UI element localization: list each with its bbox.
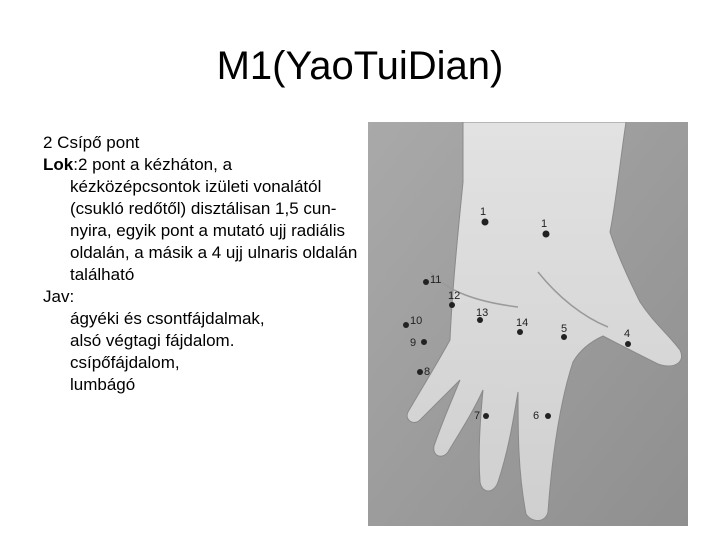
acupoint-label: 7 bbox=[474, 410, 481, 422]
acupoint-label: 11 bbox=[430, 274, 442, 286]
indication-item: ágyéki és csontfájdalmak, bbox=[70, 309, 265, 328]
acupoint-marker bbox=[482, 219, 489, 226]
acupoint-marker bbox=[403, 322, 409, 328]
acupoint-label: 8 bbox=[424, 366, 431, 378]
acupoint-marker bbox=[543, 231, 550, 238]
indication-item: lumbágó bbox=[70, 375, 136, 394]
acupoint-label: 5 bbox=[561, 323, 568, 335]
acupoint-label: 14 bbox=[516, 317, 529, 329]
body-text bbox=[43, 132, 363, 396]
hand-acupoint-figure bbox=[368, 122, 688, 526]
acupoint-label: 6 bbox=[533, 410, 540, 422]
acupoint-label: 1 bbox=[480, 206, 487, 218]
acupoint-label: 1 bbox=[541, 218, 548, 230]
acupoint-marker bbox=[449, 302, 455, 308]
point-heading: 2 Csípő pont bbox=[43, 133, 140, 152]
location-text: :2 pont a kézháton, a kézközépcsontok izületi vonalától (csukló redőtől) disztálisan 1,5 cun-nyira, egyik pont a mutató ujj radiális oldalán, a másik a 4 ujj ulnaris oldalán található bbox=[70, 155, 358, 284]
acupoint-marker bbox=[625, 341, 631, 347]
acupoint-marker bbox=[545, 413, 551, 419]
slide-title: M1(YaoTuiDian) bbox=[216, 44, 504, 88]
acupoint-marker bbox=[517, 329, 523, 335]
location-paragraph bbox=[43, 154, 363, 286]
indication-item: csípőfájdalom, bbox=[70, 353, 180, 372]
acupoint-label: 13 bbox=[476, 307, 489, 319]
acupoint-label: 10 bbox=[410, 315, 423, 327]
location-label: Lok bbox=[43, 155, 74, 174]
hand-illustration bbox=[368, 122, 688, 526]
acupoint-label: 9 bbox=[410, 337, 417, 349]
acupoint-marker bbox=[423, 279, 429, 285]
acupoint-marker bbox=[483, 413, 489, 419]
acupoint-marker bbox=[417, 369, 423, 375]
acupoint-marker bbox=[421, 339, 427, 345]
indication-label: Jav: bbox=[43, 287, 75, 306]
acupoint-label: 12 bbox=[448, 290, 461, 302]
acupoint-label: 4 bbox=[624, 328, 631, 340]
indication-item: alsó végtagi fájdalom. bbox=[70, 331, 235, 350]
